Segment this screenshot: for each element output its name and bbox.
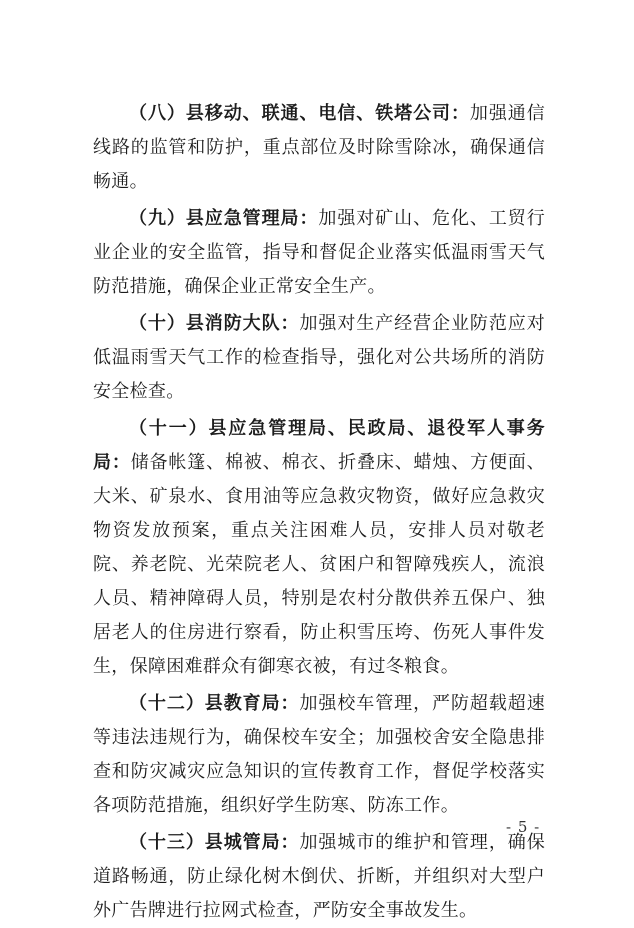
paragraph-text: 储备帐篷、棉被、棉衣、折叠床、蜡烛、方便面、大米、矿泉水、食用油等应急救灾物资，做好应急救灾物资发放预案，重点关注困难人员，安排人员对敬老院、养老院、光荣院老人、贫困户和智障残疾人，流浪人员、精神障碍人员，特别是农村分散供养五保户、独居老人的住房进行察看，防止积雪压垮、伤死人事件发生，保障困难群众有御寒衣被，有过冬粮食。 — [93, 452, 545, 677]
paragraph-relief-supplies — [93, 412, 545, 684]
paragraph-text: 加强对矿山、危化、工贸行业企业的安全监管，指导和督促企业落实低温雨雪天气防范措施，确保企业正常安全生产。 — [93, 208, 546, 297]
page-number: - 5 - — [506, 818, 541, 836]
paragraph-mobile-telecom — [93, 97, 545, 199]
paragraph-emergency-management — [93, 202, 545, 304]
paragraph-heading: （八）县移动、联通、电信、铁塔公司： — [129, 103, 470, 124]
paragraph-heading: （十一）县应急管理局、民政局、退役军人事务局： — [93, 418, 545, 473]
paragraph-text: 加强通信线路的监管和防护，重点部位及时除雪除冰，确保通信畅通。 — [93, 103, 546, 192]
paragraph-text: 加强对生产经营企业防范应对低温雨雪天气工作的检查指导，强化对公共场所的消防安全检查。 — [93, 313, 546, 402]
paragraph-heading: （十二）县教育局： — [129, 693, 300, 714]
paragraph-education — [93, 687, 545, 823]
paragraph-urban-management — [93, 826, 545, 928]
paragraph-heading: （九）县应急管理局： — [129, 208, 319, 229]
paragraph-heading: （十三）县城管局： — [129, 832, 300, 853]
document-body — [93, 97, 545, 928]
paragraph-text: 加强校车管理，严防超载超速等违法违规行为，确保校车安全；加强校舍安全隐患排查和防灾减灾应急知识的宣传教育工作，督促学校落实各项防范措施，组织好学生防寒、防冻工作。 — [93, 693, 546, 816]
paragraph-fire-brigade — [93, 307, 545, 409]
paragraph-text: 加强城市的维护和管理，确保道路畅通，防止绿化树木倒伏、折断，并组织对大型户外广告牌进行拉网式检查，严防安全事故发生。 — [93, 832, 546, 921]
paragraph-heading: （十）县消防大队： — [129, 313, 300, 334]
